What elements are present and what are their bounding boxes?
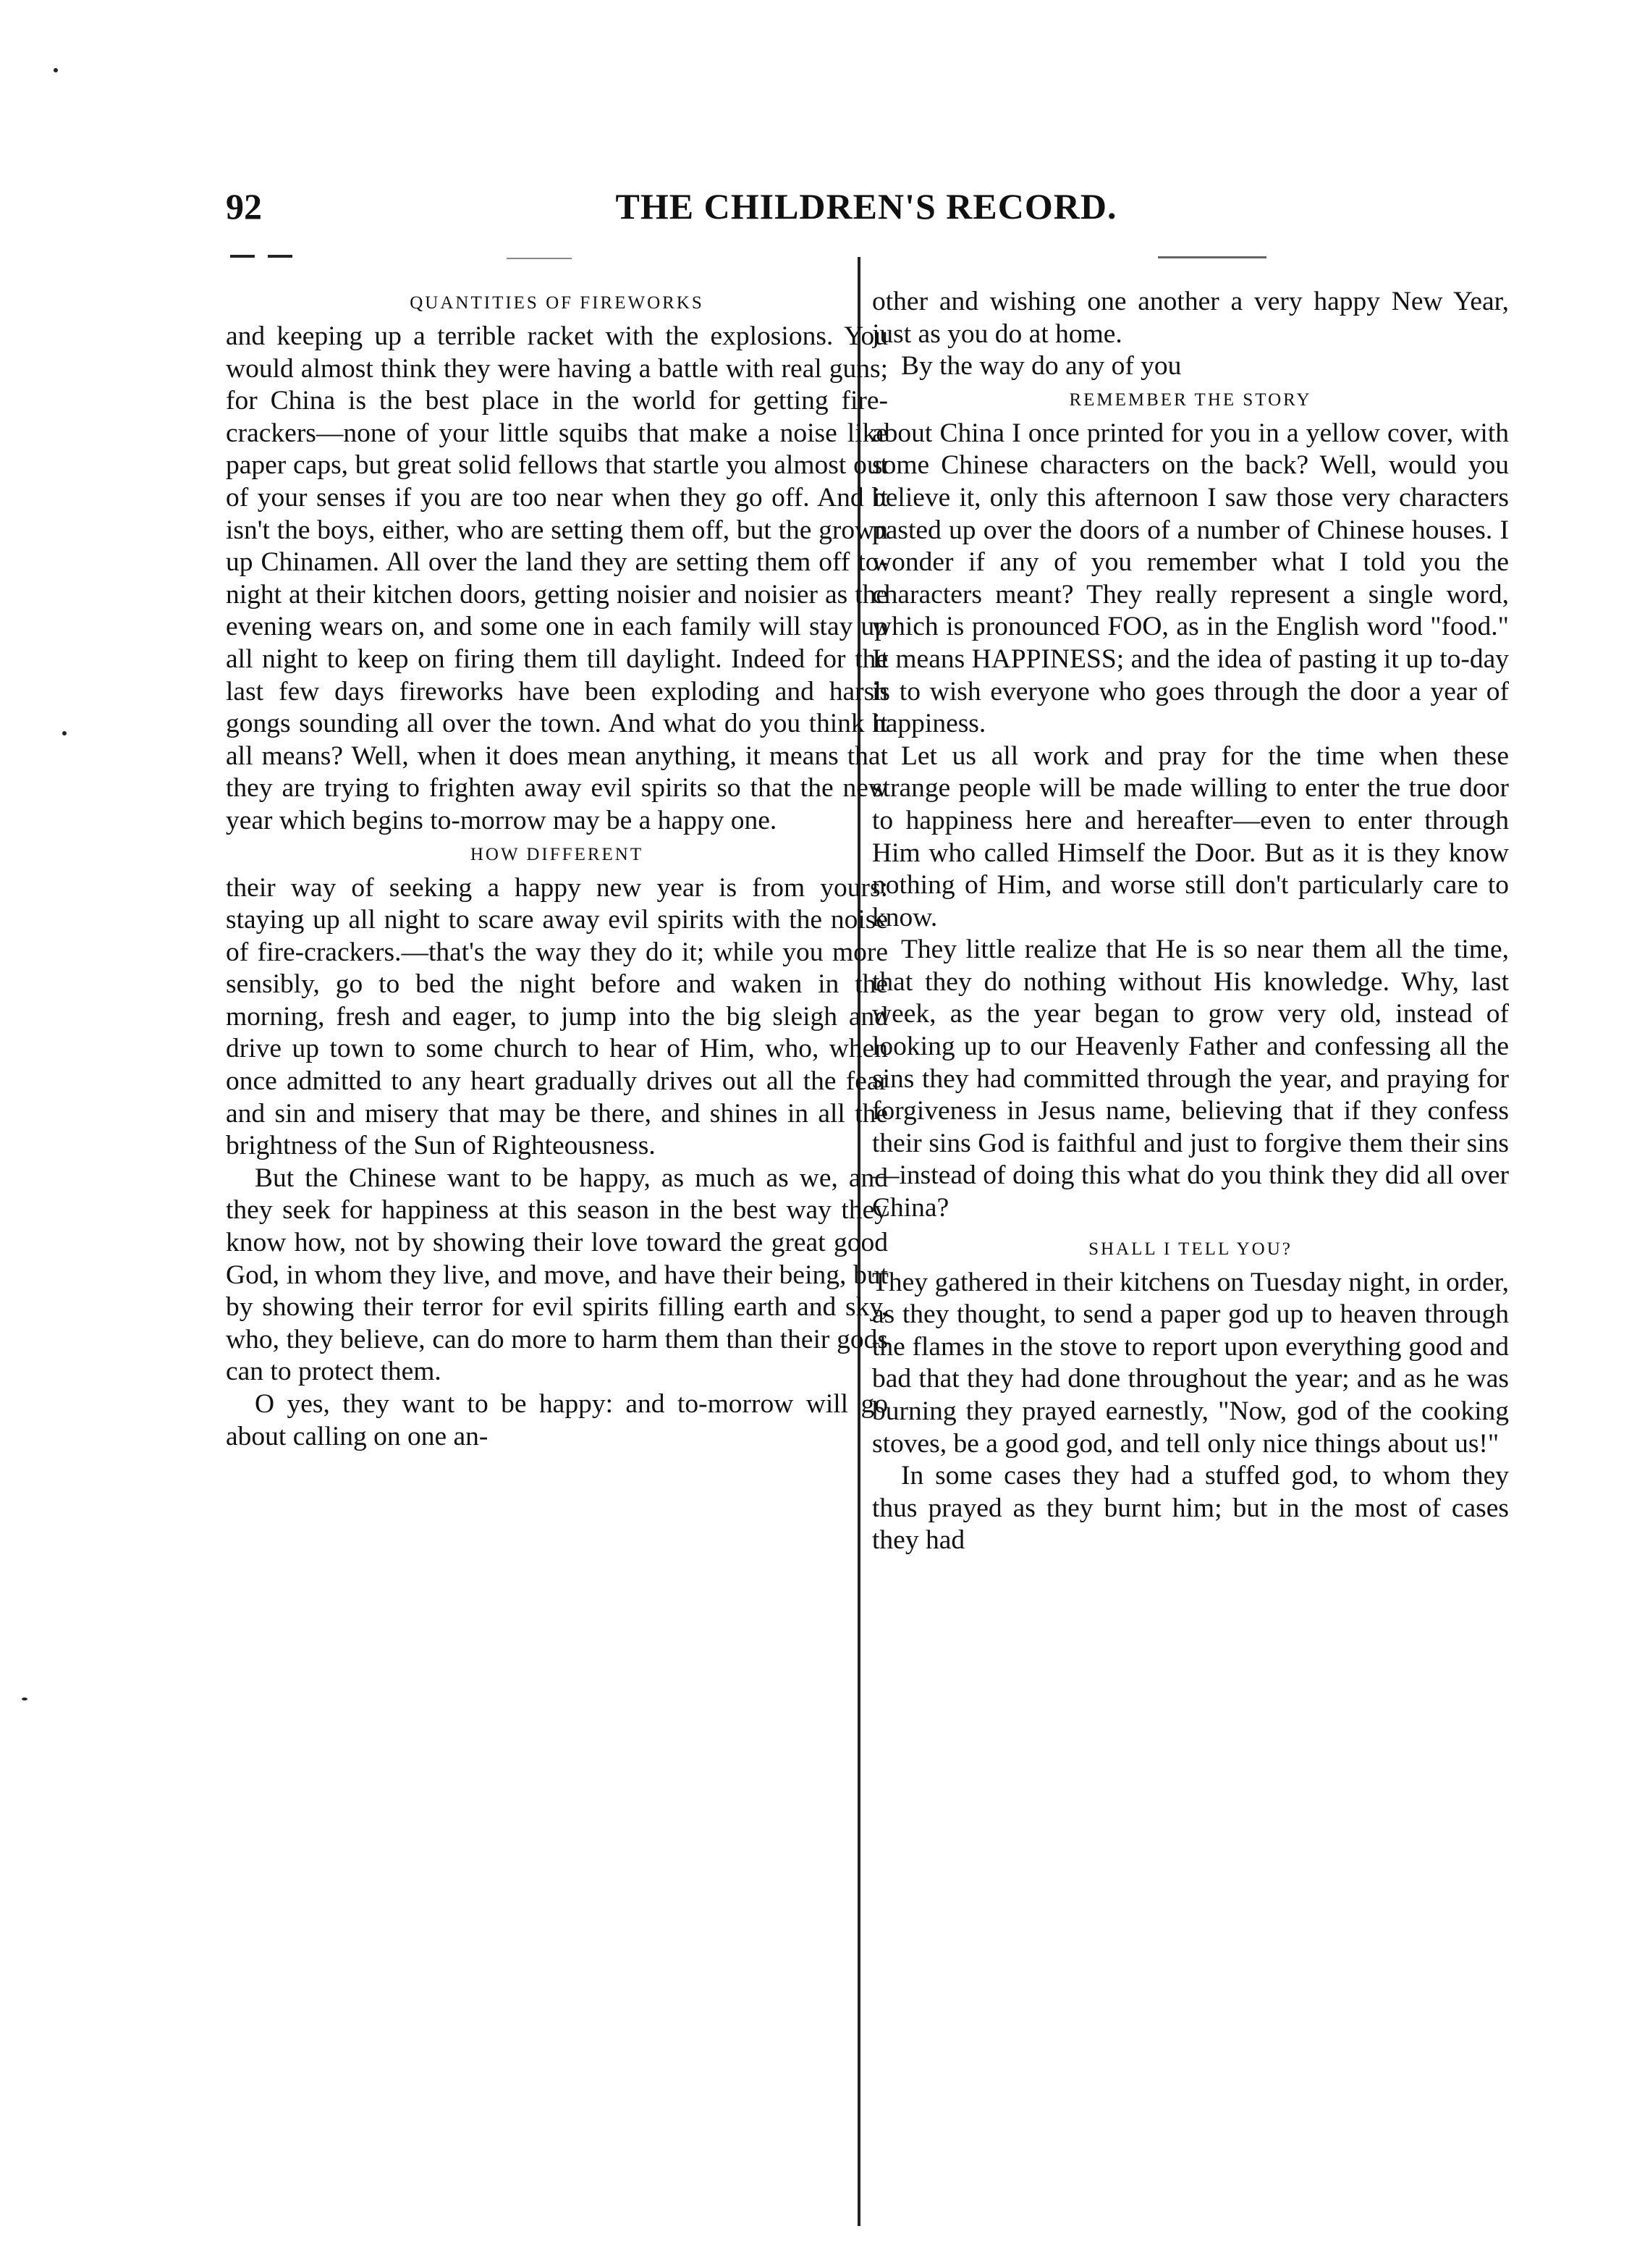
page-header bbox=[226, 185, 1507, 236]
left-paragraph-4: O yes, they want to be happy: and to-morrow will go about calling on one an- bbox=[226, 1389, 888, 1451]
scan-speck-2 bbox=[62, 731, 67, 735]
right-paragraph-3: about China I once printed for you in a yellow cover, with some Chinese characters on the back? Well, would you believe it, only this afternoon I saw those very characters pasted up over the doors of a number of Chinese houses. I wonder if any of you remember what I told you the characters meant? They really represent a single word, which is pronounced FOO, as in the English word "food." It means HAPPINESS; and the idea of pasting it up to-day is to wish everyone who goes through the door a year of happiness. bbox=[872, 418, 1509, 739]
header-rule-right bbox=[1158, 256, 1266, 258]
left-paragraph-1: and keeping up a terrible racket with the explosions. You would almost think they were having a battle with real guns; for China is the best place in the world for getting fire-crackers—none of your little squibs that make a noise like paper caps, but great solid fellows that startle you almost out of your senses if you are too near when they go off. And it isn't the boys, either, who are setting them off, but the grown up Chinamen. All over the land they are setting them off to-night at their kitchen doors, getting noisier and noisier as the evening wears on, and some one in each family will stay up all night to keep on firing them till daylight. Indeed for the last few days fireworks have been exploding and harsh gongs sounding all over the town. And what do you think it all means? Well, when it does mean anything, it means that they are trying to frighten away evil spirits so that the new year which begins to-morrow may be a happy one. bbox=[226, 321, 888, 835]
heading-how-different: HOW DIFFERENT bbox=[470, 844, 644, 864]
right-paragraph-6: They gathered in their kitchens on Tuesday night, in order, as they thought, to send a paper god up to heaven through the flames in the stove to report upon everything good and bad that they had done throughout the year; and as he was burning they prayed earnestly, "Now, god of the cooking stoves, be a good god, and tell only nice things about us!" bbox=[872, 1267, 1509, 1459]
right-paragraph-5: They little realize that He is so near them all the time, that they do nothing without His knowledge. Why, last week, as the year began to grow very old, instead of looking up to our Heavenly Father and confessing all the sins they had committed through the year, and praying for forgiveness in Jesus name, believing that if they confess their sins God is faithful and just to forgive them their sins—instead of doing this what do you think they did all over China? bbox=[872, 935, 1509, 1223]
header-rule-left-2 bbox=[268, 255, 292, 258]
header-rule-mid bbox=[507, 258, 572, 259]
header-rule-left bbox=[230, 255, 255, 258]
right-paragraph-1: other and wishing one another a very happy New Year, just as you do at home. bbox=[872, 287, 1509, 349]
right-paragraph-7: In some cases they had a stuffed god, to whom they thus prayed as they burnt him; but in the most of cases they had bbox=[872, 1461, 1509, 1556]
heading-remember-the-story: REMEMBER THE STORY bbox=[1069, 389, 1312, 410]
right-paragraph-4: Let us all work and pray for the time when these strange people will be made willing to enter the true door to happiness here and hereafter—even to enter through Him who called Himself the Door. But as it is they know nothing of Him, and worse still don't particularly care to know. bbox=[872, 741, 1509, 932]
heading-quantities-of-fireworks: QUANTITIES OF FIREWORKS bbox=[410, 293, 704, 313]
scan-speck-3 bbox=[22, 1698, 28, 1700]
heading-shall-i-tell-you: SHALL I TELL YOU? bbox=[1088, 1239, 1293, 1259]
left-column bbox=[226, 286, 888, 2240]
right-paragraph-2: By the way do any of you bbox=[901, 351, 1182, 381]
running-head-title: THE CHILDREN'S RECORD. bbox=[615, 186, 1117, 227]
scan-speck-1 bbox=[54, 68, 58, 72]
left-paragraph-2: their way of seeking a happy new year is from yours: staying up all night to scare away evil spirits with the noise of fire-crackers.—that's the way they do it; while you more sensibly, go to bed the night before and waken in the morning, fresh and eager, to jump into the big sleigh and drive up town to some church to hear of Him, who, when once admitted to any heart gradually drives out all the fear and sin and misery that may be there, and shines in all the brightness of the Sun of Righteousness. bbox=[226, 872, 888, 1161]
left-paragraph-3: But the Chinese want to be happy, as much as we, and they seek for happiness at this season in the best way they know how, not by showing their love toward the great good God, in whom they live, and move, and have their being, but by showing their terror for evil spirits filling earth and sky, who, they believe, can do more to harm them than their gods can to protect them. bbox=[226, 1163, 888, 1387]
right-column bbox=[872, 286, 1509, 2240]
page-number: 92 bbox=[226, 186, 262, 227]
